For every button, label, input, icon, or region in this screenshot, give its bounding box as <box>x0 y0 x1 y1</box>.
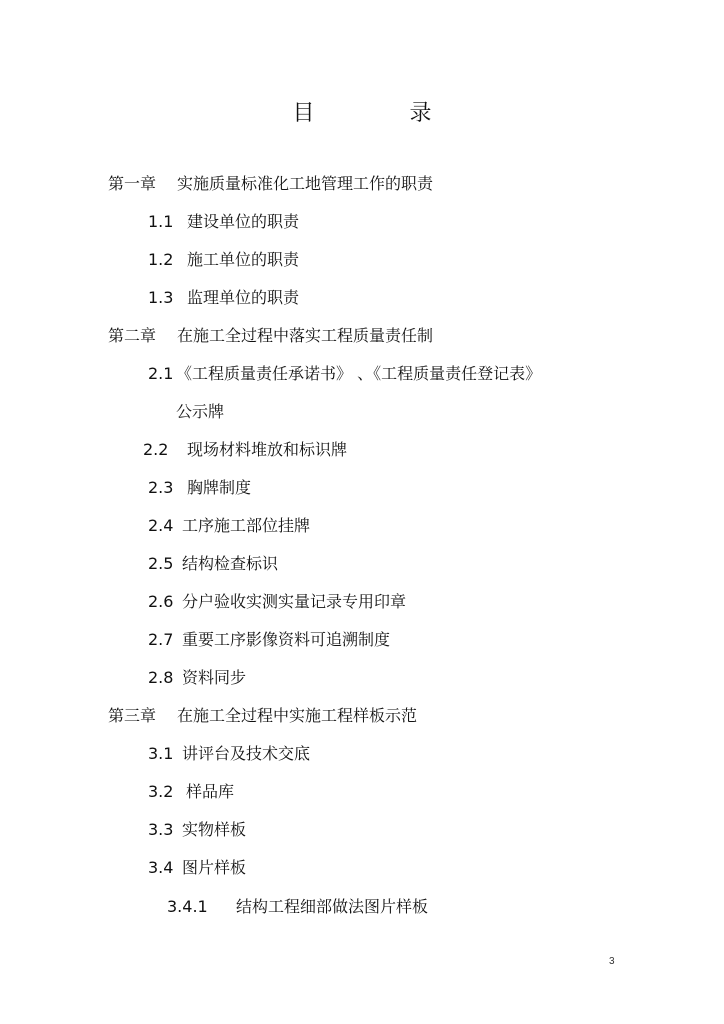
toc-entry-3-3 <box>148 820 246 840</box>
toc-entry-chapter-1 <box>108 174 433 194</box>
toc-entry-number: 第一章 <box>108 174 157 193</box>
toc-entry-text: 工序施工部位挂牌 <box>182 516 311 535</box>
toc-entry-1-2 <box>148 250 299 270</box>
toc-entry-text: 资料同步 <box>182 668 247 687</box>
page-number: 3 <box>609 956 615 967</box>
toc-entry-chapter-2 <box>108 326 433 346</box>
toc-title: 目 录 <box>292 101 476 126</box>
toc-entry-2-5 <box>148 554 278 574</box>
toc-entry-2-1-continued <box>176 402 224 422</box>
toc-entry-text: 在施工全过程中实施工程样板示范 <box>177 706 418 725</box>
toc-entry-text: 施工单位的职责 <box>187 250 300 269</box>
toc-entry-2-3 <box>148 478 251 498</box>
toc-entry-text: 分户验收实测实量记录专用印章 <box>182 592 407 611</box>
toc-entry-number: 2.7 <box>148 630 174 649</box>
toc-entry-text: 监理单位的职责 <box>187 288 300 307</box>
toc-entry-number: 2.8 <box>148 668 174 687</box>
toc-entry-chapter-3 <box>108 706 417 726</box>
toc-entry-number: 第二章 <box>108 326 157 345</box>
toc-entry-text: 在施工全过程中落实工程质量责任制 <box>177 326 434 345</box>
toc-entry-text: 图片样板 <box>182 858 247 877</box>
toc-entry-text: 公示牌 <box>176 402 225 421</box>
toc-entry-text: 重要工序影像资料可追溯制度 <box>182 630 391 649</box>
toc-entry-3-2 <box>148 782 234 802</box>
toc-entry-text: 现场材料堆放和标识牌 <box>187 440 348 459</box>
toc-entry-1-3 <box>148 288 299 308</box>
toc-entry-3-1 <box>148 744 310 764</box>
toc-entry-number: 2.6 <box>148 592 174 611</box>
toc-entry-text: 实施质量标准化工地管理工作的职责 <box>177 174 434 193</box>
toc-entry-number: 2.1 <box>148 364 174 383</box>
toc-entry-number: 3.2 <box>148 782 174 801</box>
toc-entry-2-1 <box>148 364 541 384</box>
toc-entry-text: 结构工程细部做法图片样板 <box>236 897 429 916</box>
toc-entry-text: 胸牌制度 <box>187 478 252 497</box>
toc-entry-number: 2.2 <box>143 440 169 459</box>
toc-entry-2-7 <box>148 630 390 650</box>
toc-entry-number: 2.4 <box>148 516 174 535</box>
toc-entry-3-4 <box>148 858 246 878</box>
toc-entry-number: 3.1 <box>148 744 174 763</box>
toc-entry-number: 2.3 <box>148 478 174 497</box>
toc-entry-text: 样品库 <box>186 782 235 801</box>
toc-entry-number: 3.3 <box>148 820 174 839</box>
toc-entry-3-4-1 <box>167 897 428 917</box>
toc-entry-text: 建设单位的职责 <box>187 212 300 231</box>
toc-entry-number: 1.1 <box>148 212 174 231</box>
toc-entry-text: 讲评台及技术交底 <box>182 744 311 763</box>
toc-entry-number: 1.2 <box>148 250 174 269</box>
toc-entry-number: 3.4.1 <box>167 897 208 916</box>
toc-entry-number: 2.5 <box>148 554 174 573</box>
toc-entry-2-8 <box>148 668 246 688</box>
toc-entry-2-6 <box>148 592 406 612</box>
toc-entry-text: 结构检查标识 <box>182 554 279 573</box>
toc-entry-number: 第三章 <box>108 706 157 725</box>
toc-entry-number: 3.4 <box>148 858 174 877</box>
toc-entry-2-4 <box>148 516 310 536</box>
toc-entry-1-1 <box>148 212 299 232</box>
toc-entry-number: 1.3 <box>148 288 174 307</box>
toc-entry-2-2 <box>143 440 347 460</box>
toc-entry-text: 实物样板 <box>182 820 247 839</box>
toc-entry-text: 《工程质量责任承诺书》 、《工程质量责任登记表》 <box>176 364 542 383</box>
